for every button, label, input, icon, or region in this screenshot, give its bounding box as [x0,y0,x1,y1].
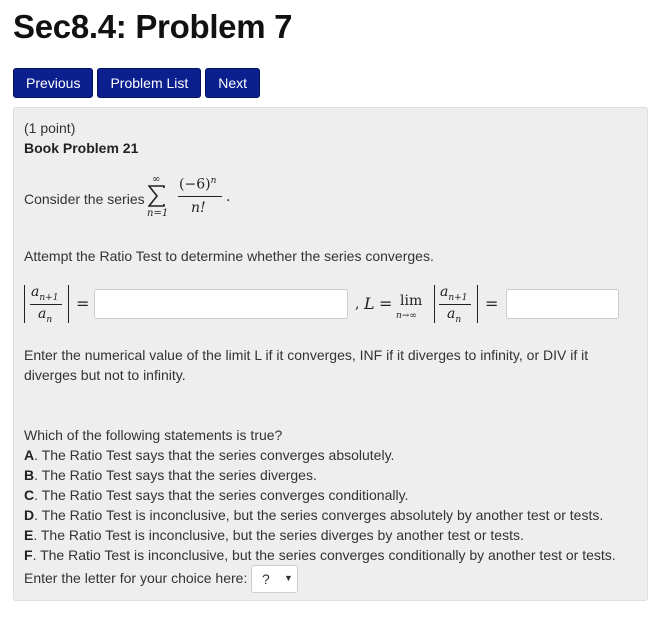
lim-fraction-bar [439,304,471,305]
choice-select[interactable] [251,565,298,593]
problem-nav [13,68,260,98]
problem-list-button[interactable]: Problem List [97,68,201,98]
series-numerator [179,176,216,193]
lim-denominator-subscript: n [455,314,462,325]
choice-prompt: Enter the letter for your choice here: [24,570,248,586]
points-label: (1 point) [24,120,76,136]
lim-numerator-subscript: n+1 [448,292,468,303]
sum-upper-limit: ∞ [152,174,161,185]
dropdown-arrow-icon: ▼ [284,573,293,583]
lim-ratio-numerator: $a_{n+1}$ [440,284,468,303]
next-button[interactable]: Next [205,68,260,98]
option-text: . The Ratio Test is inconclusive, but the series converges absolutely by another test or tests. [34,507,604,523]
limit-equals: = [379,294,393,313]
series-denominator: n! [191,200,206,216]
problem-panel [13,107,648,601]
ratio-answer-input[interactable] [94,289,348,319]
abs-bar-left [24,285,25,323]
option-d [24,507,603,523]
ratio-denominator: $a_n$ [38,306,53,325]
lim-abs-bar-right [477,285,478,323]
option-letter: E [24,527,34,543]
option-c [24,487,408,503]
lim-ratio-denominator: $a_n$ [447,306,462,325]
lim-equals-sign: = [485,294,499,313]
problem-heading: Book Problem 21 [24,140,139,156]
numerator-base: (−6) [179,176,211,193]
series-fraction-bar [178,196,222,197]
option-e [24,527,524,543]
option-f [24,547,616,563]
denominator-subscript: n [46,314,53,325]
option-letter: B [24,467,35,483]
option-text: . The Ratio Test is inconclusive, but the series diverges by another test or tests. [33,527,524,543]
numerator-subscript: n+1 [39,292,59,303]
abs-bar-right [68,285,69,323]
consider-text: Consider the series [24,191,145,207]
comma: , [355,296,360,312]
option-text: . The Ratio Test is inconclusive, but the series converges conditionally by another test or tests. [32,547,616,563]
option-text: . The Ratio Test says that the series converges conditionally. [34,487,409,503]
option-letter: F [24,547,33,563]
option-letter: A [24,447,35,463]
question-text: Which of the following statements is true? [24,427,283,443]
series-period: . [226,189,231,205]
equals-sign: = [76,294,90,313]
sigma-symbol [148,185,166,207]
limit-instruction-line2: diverges but not to infinity. [24,367,186,383]
ratio-instruction: Attempt the Ratio Test to determine whether the series converges. [24,248,434,264]
option-letter: C [24,487,35,503]
ratio-fraction-bar [30,304,62,305]
option-letter: D [24,507,35,523]
option-a [24,447,394,463]
numerator-exponent: n [210,176,217,186]
option-text: . The Ratio Test says that the series converges absolutely. [34,447,395,463]
limit-answer-input[interactable] [506,289,619,319]
ratio-expression-left [24,283,94,327]
page-title: Sec8.4: Problem 7 [13,8,293,45]
choice-select-value: ? [262,571,270,587]
sum-lower-limit: n=1 [147,208,169,219]
option-text: . The Ratio Test says that the series diverges. [34,467,317,483]
limit-instruction-line1: Enter the numerical value of the limit L if it converges, INF if it diverges to infinity, or DIV if it [24,347,589,363]
option-b [24,467,317,483]
L-label: L [364,294,375,313]
lim-abs-bar-left [434,285,435,323]
previous-button[interactable]: Previous [13,68,93,98]
limit-expression [353,283,505,327]
ratio-numerator: $a_{n+1}$ [31,284,59,303]
lim-subscript: n→∞ [396,311,417,321]
series-expression [146,174,246,226]
lim-word: lim [400,293,423,309]
